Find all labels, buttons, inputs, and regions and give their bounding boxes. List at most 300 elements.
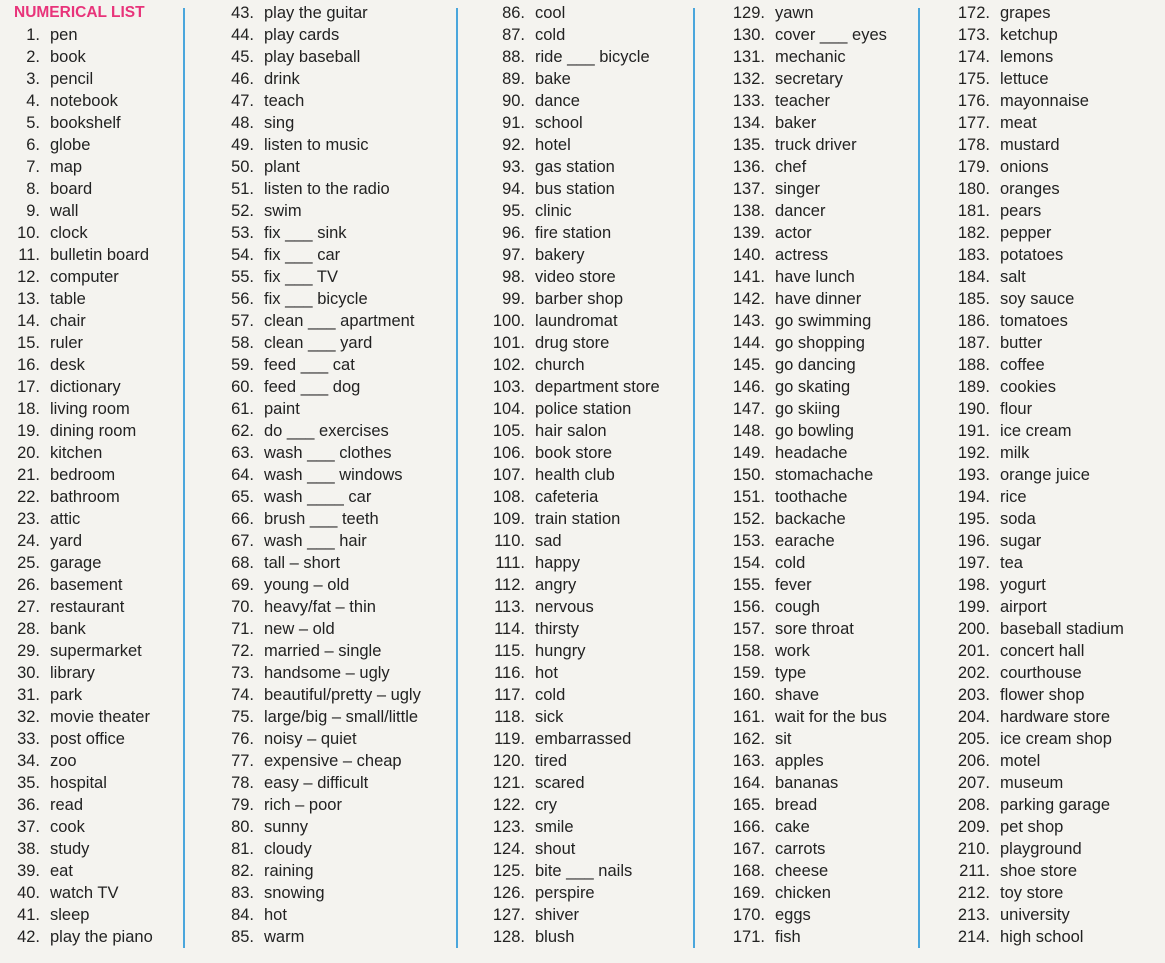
item-word: cold: [535, 26, 566, 44]
list-item: [485, 794, 690, 816]
list-item: [485, 288, 690, 310]
item-word: oranges: [1000, 180, 1060, 198]
item-word: cool: [535, 4, 566, 22]
item-number: 147.: [732, 400, 765, 418]
item-word: lettuce: [1000, 70, 1049, 88]
item-number: 71.: [231, 620, 254, 638]
list-item: [214, 838, 454, 860]
list-item: [214, 684, 454, 706]
item-word: perspire: [535, 884, 595, 902]
item-number: 193.: [957, 466, 990, 484]
item-word: book store: [535, 444, 613, 462]
list-item: [945, 772, 1165, 794]
item-number: 27.: [17, 598, 40, 616]
list-item: [485, 178, 690, 200]
item-number: 78.: [231, 774, 254, 792]
item-word: attic: [50, 510, 81, 528]
list-item: [485, 244, 690, 266]
item-word: work: [775, 642, 810, 660]
item-word: handsome – ugly: [264, 664, 390, 682]
list-item: [0, 332, 178, 354]
item-number: 39.: [17, 862, 40, 880]
list-item: [720, 134, 920, 156]
item-word: chicken: [775, 884, 831, 902]
item-word: study: [50, 840, 90, 858]
list-item: [485, 200, 690, 222]
item-word: tall – short: [264, 554, 341, 572]
item-word: yogurt: [1000, 576, 1046, 594]
list-item: [720, 266, 920, 288]
item-number: 58.: [231, 334, 254, 352]
list-item: [945, 68, 1165, 90]
item-number: 61.: [231, 400, 254, 418]
list-item: [485, 266, 690, 288]
list-item: [0, 508, 178, 530]
list-item: [214, 728, 454, 750]
item-word: do ___ exercises: [264, 422, 389, 440]
item-number: 120.: [492, 752, 525, 770]
item-word: pencil: [50, 70, 94, 88]
item-word: meat: [1000, 114, 1037, 132]
item-number: 80.: [231, 818, 254, 836]
item-word: wash ___ clothes: [264, 444, 392, 462]
item-word: wall: [50, 202, 79, 220]
item-word: drink: [264, 70, 300, 88]
list-item: [945, 904, 1165, 926]
item-word: church: [535, 356, 585, 374]
item-word: park: [50, 686, 83, 704]
item-word: headache: [775, 444, 848, 462]
item-number: 109.: [492, 510, 525, 528]
item-word: library: [50, 664, 95, 682]
item-word: department store: [535, 378, 660, 396]
item-word: cover ___ eyes: [775, 26, 887, 44]
item-word: hospital: [50, 774, 107, 792]
item-number: 132.: [732, 70, 765, 88]
item-number: 65.: [231, 488, 254, 506]
item-number: 86.: [502, 4, 525, 22]
list-item: [0, 706, 178, 728]
item-word: post office: [50, 730, 125, 748]
item-number: 12.: [17, 268, 40, 286]
item-word: bake: [535, 70, 571, 88]
item-word: large/big – small/little: [264, 708, 419, 726]
item-word: ice cream: [1000, 422, 1072, 440]
item-number: 69.: [231, 576, 254, 594]
item-number: 3.: [26, 70, 40, 88]
item-number: 139.: [732, 224, 765, 242]
list-item: [720, 552, 920, 574]
item-word: snowing: [264, 884, 325, 902]
item-word: airport: [1000, 598, 1047, 616]
item-word: plant: [264, 158, 300, 176]
item-number: 77.: [231, 752, 254, 770]
list-item: [720, 728, 920, 750]
list-item: [945, 838, 1165, 860]
item-number: 103.: [492, 378, 525, 396]
list-item: [0, 376, 178, 398]
list-item: [0, 354, 178, 376]
column-1: [0, 2, 178, 948]
list-item: [945, 596, 1165, 618]
item-number: 169.: [732, 884, 765, 902]
item-word: bookshelf: [50, 114, 121, 132]
item-word: have dinner: [775, 290, 862, 308]
item-number: 43.: [231, 4, 254, 22]
item-word: clean ___ apartment: [264, 312, 415, 330]
list-item: [214, 772, 454, 794]
list-item: [720, 838, 920, 860]
list-item: [485, 486, 690, 508]
item-number: 207.: [957, 774, 990, 792]
item-word: police station: [535, 400, 632, 418]
item-number: 30.: [17, 664, 40, 682]
list-item: [945, 706, 1165, 728]
item-number: 161.: [732, 708, 765, 726]
item-word: bread: [775, 796, 818, 814]
item-word: raining: [264, 862, 314, 880]
list-item: [720, 398, 920, 420]
item-word: living room: [50, 400, 130, 418]
item-number: 34.: [17, 752, 40, 770]
item-number: 36.: [17, 796, 40, 814]
item-word: shout: [535, 840, 576, 858]
item-word: sick: [535, 708, 564, 726]
list-item: [485, 904, 690, 926]
item-word: young – old: [264, 576, 350, 594]
item-number: 53.: [231, 224, 254, 242]
list-item: [214, 596, 454, 618]
list-item: [0, 772, 178, 794]
item-word: hungry: [535, 642, 586, 660]
item-word: motel: [1000, 752, 1041, 770]
list-item: [214, 442, 454, 464]
list-item: [945, 552, 1165, 574]
list-item: [485, 310, 690, 332]
item-number: 167.: [732, 840, 765, 858]
item-number: 84.: [231, 906, 254, 924]
item-word: flower shop: [1000, 686, 1085, 704]
item-word: feed ___ cat: [264, 356, 355, 374]
item-number: 191.: [957, 422, 990, 440]
list-item: [485, 508, 690, 530]
item-word: museum: [1000, 774, 1064, 792]
item-number: 68.: [231, 554, 254, 572]
item-word: cold: [775, 554, 806, 572]
item-number: 62.: [231, 422, 254, 440]
item-word: notebook: [50, 92, 118, 110]
item-word: go bowling: [775, 422, 854, 440]
list-item: [945, 310, 1165, 332]
item-word: pears: [1000, 202, 1042, 220]
item-number: 162.: [732, 730, 765, 748]
list-item: [0, 464, 178, 486]
item-number: 47.: [231, 92, 254, 110]
item-number: 183.: [957, 246, 990, 264]
list-item: [945, 244, 1165, 266]
list-item: [0, 156, 178, 178]
item-word: shoe store: [1000, 862, 1078, 880]
item-word: married – single: [264, 642, 382, 660]
item-word: bus station: [535, 180, 615, 198]
item-word: bite ___ nails: [535, 862, 633, 880]
item-number: 150.: [732, 466, 765, 484]
item-number: 141.: [732, 268, 765, 286]
list-item: [485, 46, 690, 68]
item-number: 116.: [494, 664, 525, 682]
list-item: [214, 464, 454, 486]
item-word: yard: [50, 532, 83, 550]
item-number: 175.: [957, 70, 990, 88]
list-item: [720, 486, 920, 508]
item-number: 42.: [17, 928, 40, 946]
list-item: [485, 926, 690, 948]
list-item: [214, 530, 454, 552]
item-number: 73.: [231, 664, 254, 682]
item-word: actress: [775, 246, 829, 264]
item-number: 44.: [231, 26, 254, 44]
list-item: [0, 838, 178, 860]
column-divider: [693, 8, 695, 948]
item-number: 14.: [17, 312, 40, 330]
item-number: 70.: [231, 598, 254, 616]
item-word: dictionary: [50, 378, 121, 396]
list-item: [485, 2, 690, 24]
item-number: 194.: [957, 488, 990, 506]
list-item: [720, 222, 920, 244]
item-word: sad: [535, 532, 562, 550]
list-item: [214, 486, 454, 508]
item-number: 165.: [732, 796, 765, 814]
item-number: 189.: [957, 378, 990, 396]
item-number: 8.: [26, 180, 40, 198]
item-number: 114.: [494, 620, 525, 638]
item-number: 101.: [492, 334, 525, 352]
list-item: [720, 156, 920, 178]
item-word: fix ___ sink: [264, 224, 347, 242]
item-word: dining room: [50, 422, 137, 440]
item-word: secretary: [775, 70, 843, 88]
list-item: [485, 398, 690, 420]
list-item: [720, 464, 920, 486]
list-item: [0, 68, 178, 90]
item-number: 172.: [957, 4, 990, 22]
list-item: [945, 376, 1165, 398]
item-number: 45.: [231, 48, 254, 66]
item-number: 56.: [231, 290, 254, 308]
item-word: easy – difficult: [264, 774, 369, 792]
list-item: [485, 750, 690, 772]
list-item: [214, 244, 454, 266]
item-word: computer: [50, 268, 119, 286]
list-item: [0, 222, 178, 244]
item-number: 5.: [26, 114, 40, 132]
item-word: mustard: [1000, 136, 1060, 154]
list-item: [485, 728, 690, 750]
list-item: [485, 442, 690, 464]
list-item: [720, 508, 920, 530]
item-word: supermarket: [50, 642, 142, 660]
list-item: [945, 750, 1165, 772]
list-item: [485, 90, 690, 112]
list-item: [485, 332, 690, 354]
item-word: teacher: [775, 92, 831, 110]
item-word: baseball stadium: [1000, 620, 1124, 638]
item-number: 95.: [502, 202, 525, 220]
list-item: [945, 728, 1165, 750]
item-word: cough: [775, 598, 820, 616]
item-number: 177.: [957, 114, 990, 132]
list-item: [945, 882, 1165, 904]
item-word: stomachache: [775, 466, 874, 484]
item-word: play baseball: [264, 48, 361, 66]
item-number: 106.: [492, 444, 525, 462]
list-item: [720, 706, 920, 728]
item-number: 48.: [231, 114, 254, 132]
item-number: 152.: [732, 510, 765, 528]
item-number: 102.: [492, 356, 525, 374]
item-word: truck driver: [775, 136, 857, 154]
list-item: [485, 134, 690, 156]
item-word: listen to music: [264, 136, 369, 154]
item-word: fever: [775, 576, 812, 594]
item-word: chef: [775, 158, 807, 176]
list-item: [720, 244, 920, 266]
list-item: [945, 266, 1165, 288]
item-number: 25.: [17, 554, 40, 572]
item-number: 195.: [957, 510, 990, 528]
item-word: happy: [535, 554, 580, 572]
item-number: 31.: [17, 686, 40, 704]
list-item: [0, 640, 178, 662]
list-item: [214, 420, 454, 442]
list-item: [0, 200, 178, 222]
item-word: potatoes: [1000, 246, 1064, 264]
item-number: 52.: [231, 202, 254, 220]
item-word: flour: [1000, 400, 1033, 418]
item-word: eggs: [775, 906, 811, 924]
item-number: 196.: [957, 532, 990, 550]
list-item: [720, 574, 920, 596]
item-word: hot: [535, 664, 558, 682]
item-word: zoo: [50, 752, 77, 770]
item-word: play cards: [264, 26, 340, 44]
column-2: [214, 2, 454, 948]
item-number: 92.: [502, 136, 525, 154]
item-number: 88.: [502, 48, 525, 66]
list-item: [214, 706, 454, 728]
item-number: 74.: [231, 686, 254, 704]
item-word: thirsty: [535, 620, 580, 638]
item-number: 126.: [492, 884, 525, 902]
item-word: expensive – cheap: [264, 752, 402, 770]
item-number: 6.: [26, 136, 40, 154]
list-item: [214, 68, 454, 90]
list-item: [945, 222, 1165, 244]
item-number: 115.: [494, 642, 525, 660]
item-word: wash ____ car: [264, 488, 372, 506]
list-item: [214, 794, 454, 816]
item-number: 91.: [502, 114, 525, 132]
list-item: [214, 266, 454, 288]
item-number: 82.: [231, 862, 254, 880]
item-number: 134.: [732, 114, 765, 132]
list-item: [720, 530, 920, 552]
item-word: laundromat: [535, 312, 618, 330]
list-item: [720, 772, 920, 794]
item-word: yawn: [775, 4, 814, 22]
item-number: 187.: [957, 334, 990, 352]
item-word: shiver: [535, 906, 580, 924]
item-number: 21.: [17, 466, 40, 484]
list-item: [485, 684, 690, 706]
list-item: [485, 816, 690, 838]
list-item: [720, 354, 920, 376]
item-number: 205.: [957, 730, 990, 748]
item-word: scared: [535, 774, 585, 792]
item-number: 110.: [494, 532, 525, 550]
item-number: 35.: [17, 774, 40, 792]
list-item: [0, 134, 178, 156]
item-word: tea: [1000, 554, 1023, 572]
item-number: 148.: [732, 422, 765, 440]
item-number: 176.: [957, 92, 990, 110]
item-number: 159.: [732, 664, 765, 682]
list-item: [945, 684, 1165, 706]
item-number: 81.: [231, 840, 254, 858]
item-number: 99.: [502, 290, 525, 308]
item-number: 54.: [231, 246, 254, 264]
column-divider: [456, 8, 458, 948]
list-item: [0, 662, 178, 684]
item-number: 149.: [732, 444, 765, 462]
item-word: read: [50, 796, 84, 814]
list-item: [720, 442, 920, 464]
item-number: 18.: [17, 400, 40, 418]
list-item: [0, 530, 178, 552]
list-item: [214, 816, 454, 838]
item-number: 17.: [17, 378, 40, 396]
list-item: [485, 552, 690, 574]
list-item: [720, 926, 920, 948]
item-word: ruler: [50, 334, 84, 352]
item-number: 186.: [957, 312, 990, 330]
item-word: go swimming: [775, 312, 872, 330]
item-word: fish: [775, 928, 801, 946]
item-number: 2.: [26, 48, 40, 66]
item-number: 13.: [17, 290, 40, 308]
item-number: 181.: [957, 202, 990, 220]
item-word: dancer: [775, 202, 826, 220]
list-item: [945, 156, 1165, 178]
list-item: [0, 310, 178, 332]
list-item: [720, 618, 920, 640]
list-item: [945, 112, 1165, 134]
list-item: [0, 442, 178, 464]
list-item: [945, 420, 1165, 442]
item-word: train station: [535, 510, 621, 528]
item-number: 19.: [17, 422, 40, 440]
item-number: 93.: [502, 158, 525, 176]
list-item: [214, 508, 454, 530]
item-word: cafeteria: [535, 488, 599, 506]
list-item: [945, 200, 1165, 222]
item-word: movie theater: [50, 708, 150, 726]
item-word: video store: [535, 268, 616, 286]
item-word: board: [50, 180, 93, 198]
item-number: 213.: [957, 906, 990, 924]
item-word: shave: [775, 686, 820, 704]
